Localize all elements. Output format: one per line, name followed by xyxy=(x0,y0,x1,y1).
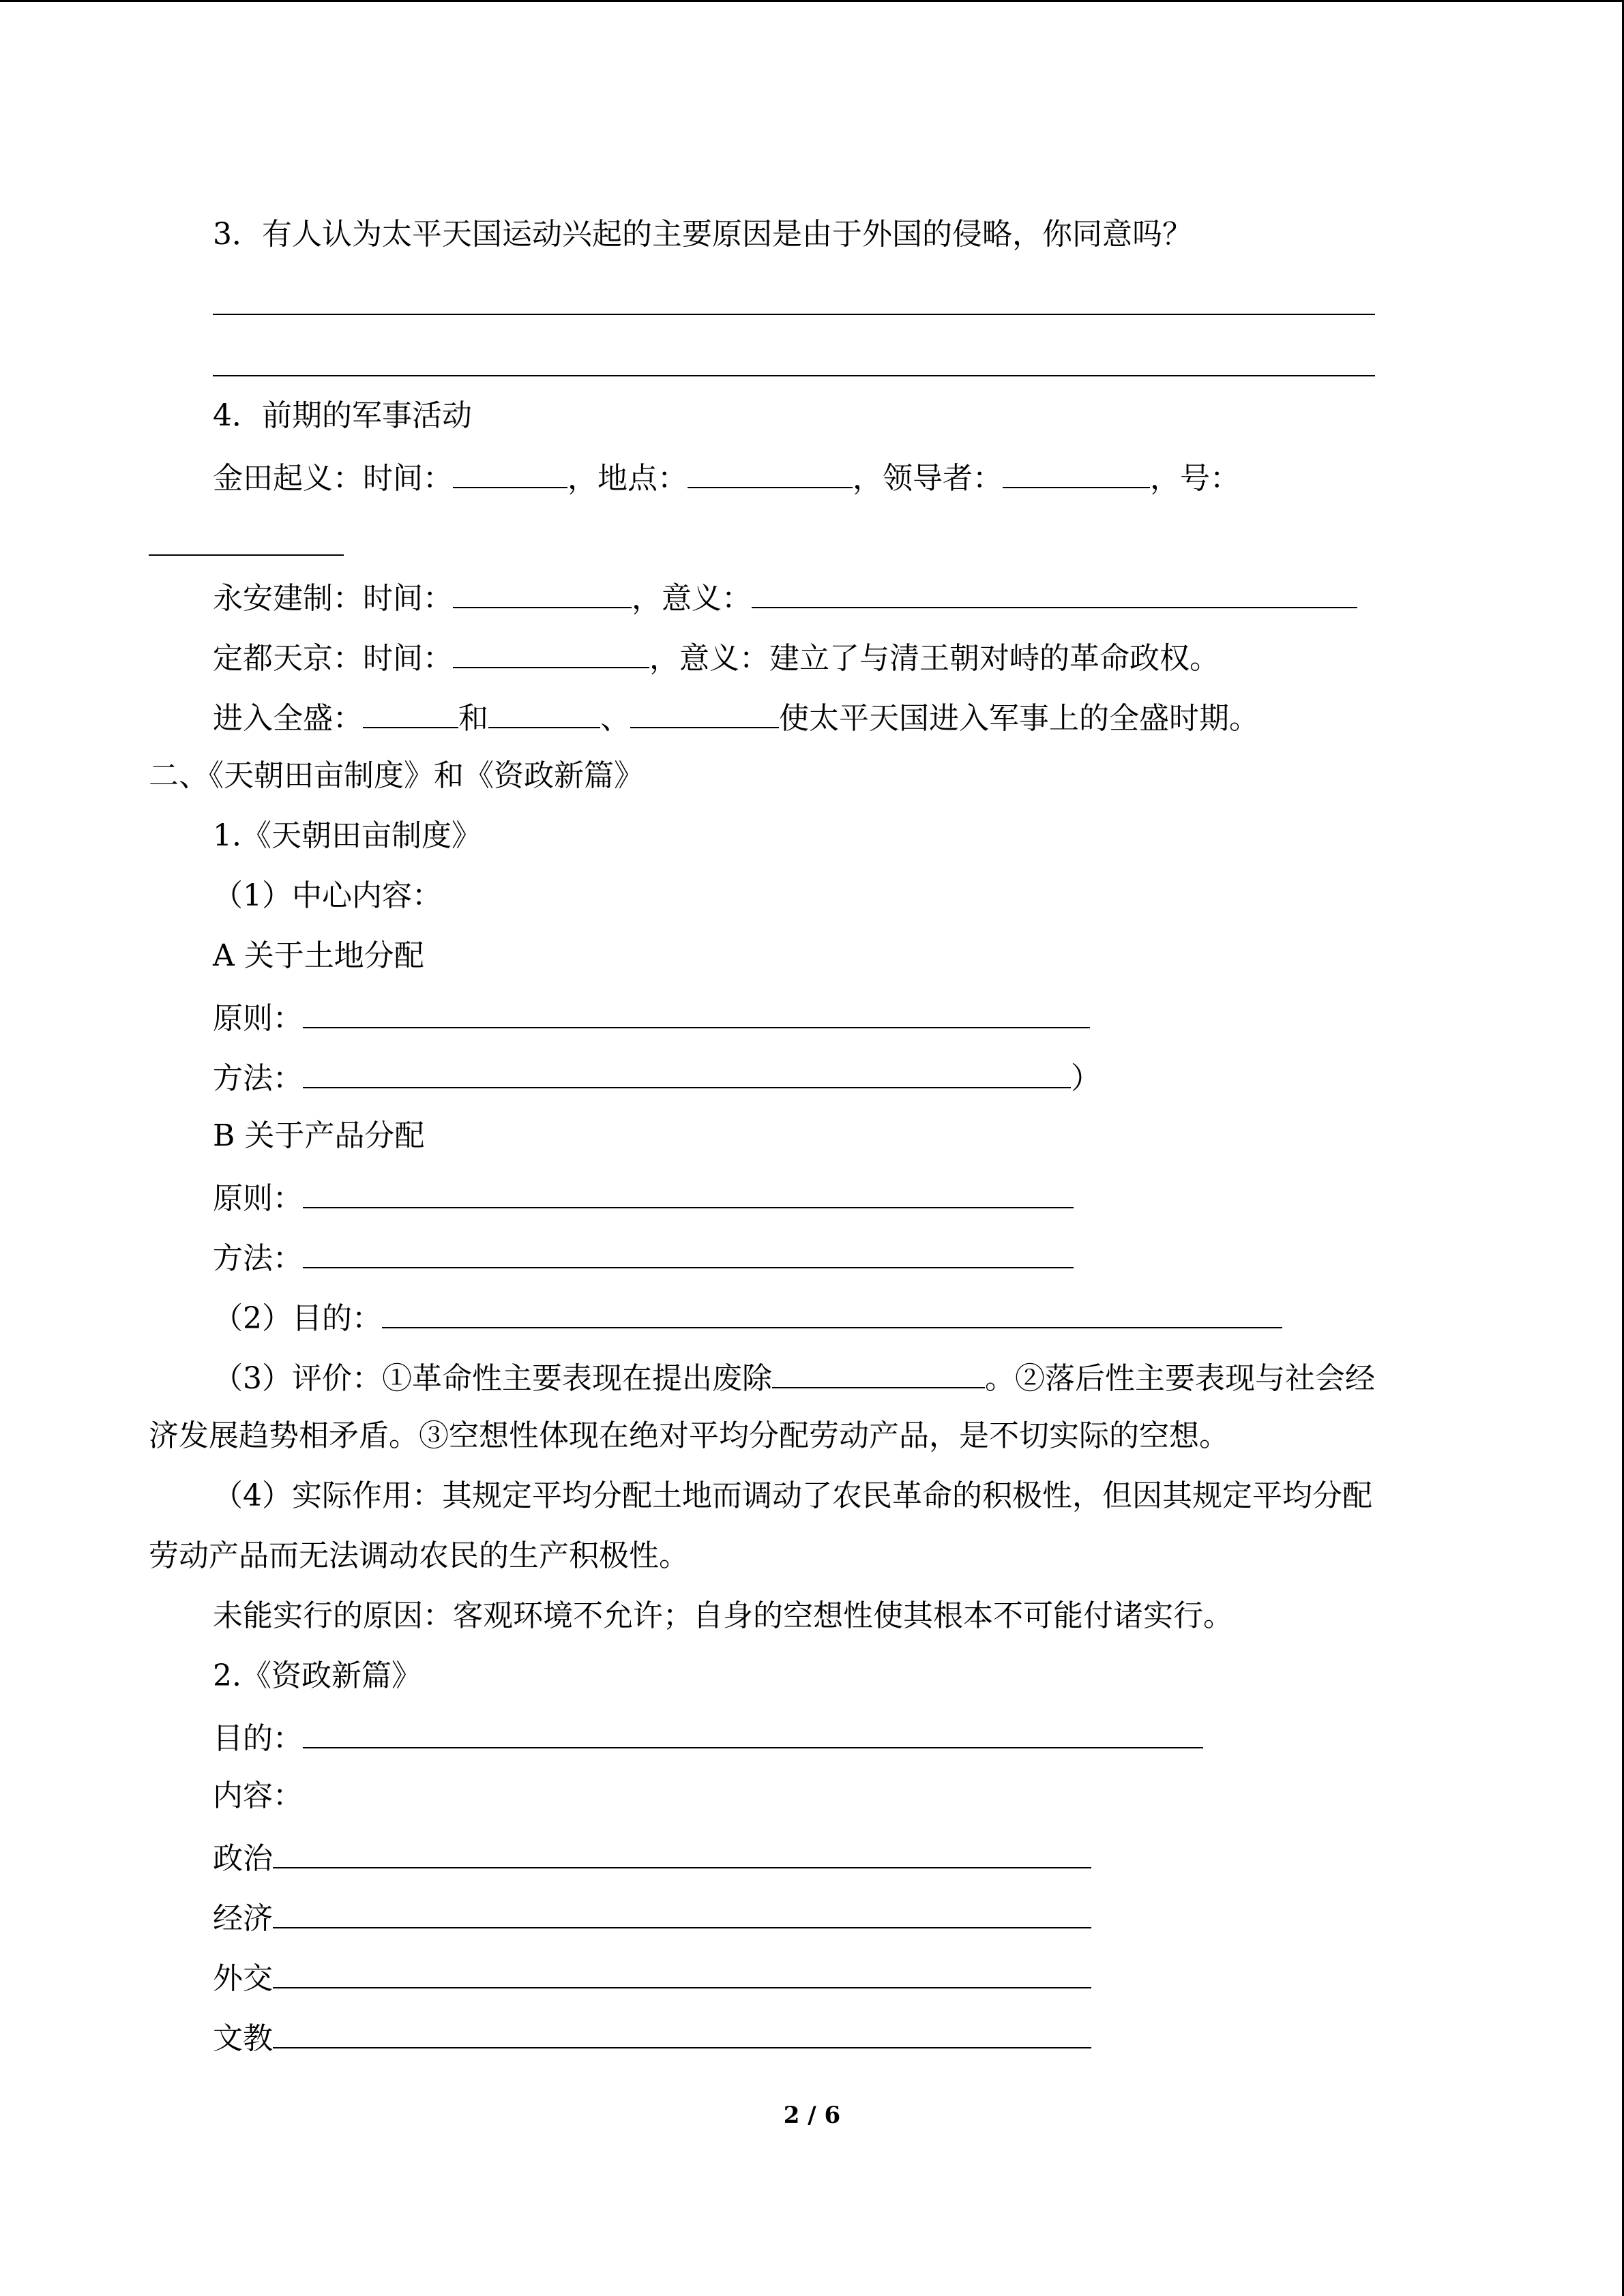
politics-label: 政治 xyxy=(213,1841,273,1876)
culture-blank[interactable] xyxy=(273,2016,1091,2048)
yongan-time-label: 时间： xyxy=(363,581,453,616)
economy-line xyxy=(213,1896,1091,1939)
land-distribution-heading: A 关于土地分配 xyxy=(213,938,424,973)
p2-content-label: 内容： xyxy=(213,1778,303,1813)
effect-line-2: 劳动产品而无法调动农民的生产积极性。 xyxy=(149,1538,689,1573)
quansheng-tail: 使太平天国进入军事上的全盛时期。 xyxy=(779,701,1259,736)
p2-purpose-label: 目的： xyxy=(213,1721,303,1756)
politics-line xyxy=(213,1836,1091,1879)
yongan-time-blank[interactable] xyxy=(453,576,632,608)
economy-blank[interactable] xyxy=(273,1896,1091,1928)
evaluation-part-a: （3）评价：①革命性主要表现在提出废除 xyxy=(213,1361,772,1396)
purpose-label: （2）目的： xyxy=(213,1301,382,1336)
land-principle-blank[interactable] xyxy=(303,996,1090,1028)
failure-reason: 未能实行的原因：客观环境不允许；自身的空想性使其根本不可能付诸实行。 xyxy=(213,1598,1233,1633)
jintian-slogan-blank[interactable] xyxy=(149,554,344,556)
evaluation-line-2: 济发展趋势相矛盾。③空想性体现在绝对平均分配劳动产品，是不切实际的空想。 xyxy=(149,1418,1229,1453)
product-distribution-heading: B 关于产品分配 xyxy=(213,1118,425,1153)
politics-blank[interactable] xyxy=(273,1836,1091,1868)
product-method-label: 方法： xyxy=(213,1241,303,1276)
page-number: 2 / 6 xyxy=(783,2102,841,2129)
product-method-blank[interactable] xyxy=(303,1236,1074,1268)
dingdu-line xyxy=(213,636,1220,679)
jintian-label: 金田起义： xyxy=(213,461,363,496)
diplomacy-blank[interactable] xyxy=(273,1956,1091,1988)
jintian-leader-blank[interactable] xyxy=(1003,456,1150,488)
evaluation-blank[interactable] xyxy=(772,1356,985,1388)
jintian-place-blank[interactable] xyxy=(688,456,853,488)
dingdu-meaning: ，意义：建立了与清王朝对峙的革命政权。 xyxy=(649,641,1220,676)
product-principle-label: 原则： xyxy=(213,1181,303,1216)
p2-purpose-line xyxy=(213,1716,1203,1759)
diplomacy-line xyxy=(213,1956,1091,1999)
land-method-line xyxy=(213,1056,1101,1099)
land-method-blank[interactable] xyxy=(303,1056,1071,1088)
evaluation-part-b: 。②落后性主要表现与社会经 xyxy=(985,1361,1375,1396)
product-principle-line xyxy=(213,1176,1074,1219)
part-1-title: 1.《天朝田亩制度》 xyxy=(213,818,482,853)
yongan-line xyxy=(213,576,1357,619)
dingdu-time-blank[interactable] xyxy=(453,636,649,668)
jintian-time-label: 时间： xyxy=(363,461,453,496)
evaluation-line-1 xyxy=(213,1356,1375,1399)
quansheng-and: 和 xyxy=(458,701,488,736)
central-content-title: （1）中心内容： xyxy=(213,878,442,913)
part-2-title: 2.《资政新篇》 xyxy=(213,1658,422,1693)
purpose-blank[interactable] xyxy=(382,1296,1282,1328)
answer-line-2[interactable] xyxy=(213,375,1375,376)
p2-purpose-blank[interactable] xyxy=(303,1716,1203,1748)
quansheng-label: 进入全盛： xyxy=(213,701,363,736)
jintian-place-label: ，地点： xyxy=(567,461,688,496)
product-method-line xyxy=(213,1236,1074,1279)
jintian-time-blank[interactable] xyxy=(453,456,567,488)
yongan-meaning-blank[interactable] xyxy=(752,576,1357,608)
land-principle-label: 原则： xyxy=(213,1001,303,1036)
yongan-label: 永安建制： xyxy=(213,581,363,616)
dingdu-time-label: 时间： xyxy=(363,641,453,676)
land-method-close: ） xyxy=(1071,1061,1101,1096)
yongan-meaning-label: ，意义： xyxy=(632,581,752,616)
quansheng-blank-3[interactable] xyxy=(630,696,779,728)
land-principle-line xyxy=(213,996,1090,1039)
jintian-uprising-line xyxy=(213,456,1240,499)
quansheng-line xyxy=(213,696,1259,739)
section-2-heading: 二、《天朝田亩制度》和《资政新篇》 xyxy=(149,758,644,793)
diplomacy-label: 外交 xyxy=(213,1961,273,1996)
purpose-line xyxy=(213,1296,1282,1339)
question-3: 3．有人认为太平天国运动兴起的主要原因是由于外国的侵略，你同意吗？ xyxy=(213,217,1192,252)
culture-label: 文教 xyxy=(213,2021,273,2056)
product-principle-blank[interactable] xyxy=(303,1176,1074,1208)
culture-line xyxy=(213,2016,1091,2059)
answer-line-1[interactable] xyxy=(213,314,1375,315)
quansheng-sep: 、 xyxy=(600,701,630,736)
jintian-slogan-label: ，号： xyxy=(1150,461,1240,496)
dingdu-label: 定都天京： xyxy=(213,641,363,676)
question-4-title: 4．前期的军事活动 xyxy=(213,398,472,433)
economy-label: 经济 xyxy=(213,1901,273,1936)
land-method-label: 方法： xyxy=(213,1061,303,1096)
effect-line-1: （4）实际作用：其规定平均分配土地而调动了农民革命的积极性，但因其规定平均分配 xyxy=(213,1478,1372,1513)
jintian-leader-label: ，领导者： xyxy=(853,461,1003,496)
quansheng-blank-2[interactable] xyxy=(488,696,600,728)
quansheng-blank-1[interactable] xyxy=(363,696,458,728)
page-top-border xyxy=(0,0,1624,2)
